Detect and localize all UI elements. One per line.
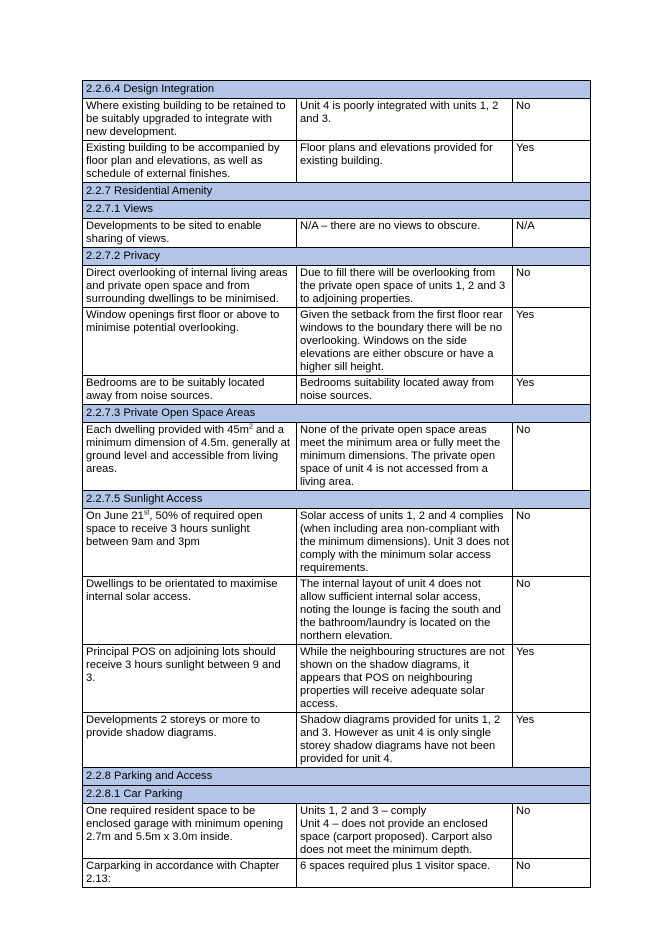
compliance-cell: No [513,577,591,645]
compliance-cell: No [513,266,591,308]
table-row [83,99,591,141]
compliance-cell: Yes [513,645,591,713]
compliance-cell: No [513,804,591,859]
section-heading: 2.2.7 Residential Amenity [83,183,591,201]
assessment-cell: The internal layout of unit 4 does not allow sufficient internal solar access, noting the lounge is facing the south and the bathroom/laundry is located on the northern elevation. [297,577,513,645]
assessment-cell: 6 spaces required plus 1 visitor space. [297,859,513,888]
table-row [83,266,591,308]
assessment-cell: N/A – there are no views to obscure. [297,219,513,248]
section-heading: 2.2.8 Parking and Access [83,768,591,786]
section-heading: 2.2.7.3 Private Open Space Areas [83,405,591,423]
assessment-cell: Floor plans and elevations provided for existing building. [297,141,513,183]
section-header-row [83,405,591,423]
compliance-cell: Yes [513,141,591,183]
requirement-cell: One required resident space to be enclosed garage with minimum opening 2.7m and 5.5m x 3.0m inside. [83,804,297,859]
assessment-cell: Unit 4 is poorly integrated with units 1, 2 and 3. [297,99,513,141]
table-row [83,141,591,183]
requirement-cell: Dwellings to be orientated to maximise internal solar access. [83,577,297,645]
requirement-text: On June 21 [86,510,144,522]
assessment-cell: While the neighbouring structures are not shown on the shadow diagrams, it appears that POS on neighbouring properties will receive adequate solar access. [297,645,513,713]
assessment-cell: Solar access of units 1, 2 and 4 complies (when including area non-compliant with the minimum dimensions). Unit 3 does not comply with the minimum solar access requirements. [297,509,513,577]
compliance-cell: Yes [513,376,591,405]
requirement-cell [83,509,297,577]
section-heading: 2.2.6.4 Design Integration [83,81,591,99]
requirement-cell [83,423,297,491]
compliance-cell: No [513,99,591,141]
section-header-row [83,201,591,219]
section-header-row [83,768,591,786]
table-row [83,423,591,491]
superscript: st [143,509,150,517]
section-header-row [83,183,591,201]
table-row [83,577,591,645]
requirement-cell: Developments to be sited to enable sharing of views. [83,219,297,248]
requirement-text: and a minimum dimension of 4.5m. generally at ground level and accessible from living areas. [86,424,290,475]
compliance-cell: No [513,423,591,491]
table-row [83,859,591,888]
section-heading: 2.2.8.1 Car Parking [83,786,591,804]
requirement-cell: Bedrooms are to be suitably located away from noise sources. [83,376,297,405]
compliance-cell: Yes [513,308,591,376]
requirement-cell: Carparking in accordance with Chapter 2.13: [83,859,297,888]
section-header-row [83,786,591,804]
superscript: 2 [248,423,253,431]
requirement-cell: Developments 2 storeys or more to provide shadow diagrams. [83,713,297,768]
table-body [83,81,591,888]
assessment-cell: Bedrooms suitability located away from noise sources. [297,376,513,405]
requirement-cell: Existing building to be accompanied by floor plan and elevations, as well as schedule of external finishes. [83,141,297,183]
table-row [83,219,591,248]
assessment-cell: Due to fill there will be overlooking from the private open space of units 1, 2 and 3 to adjoining properties. [297,266,513,308]
requirement-text: Each dwelling provided with 45m [86,424,249,436]
requirement-cell: Principal POS on adjoining lots should receive 3 hours sunlight between 9 and 3. [83,645,297,713]
table-row [83,376,591,405]
requirement-cell: Where existing building to be retained to be suitably upgraded to integrate with new development. [83,99,297,141]
section-header-row [83,491,591,509]
requirement-cell: Direct overlooking of internal living areas and private open space and from surrounding dwellings to be minimised. [83,266,297,308]
requirement-text: , 50% of required open space to receive 3 hours sunlight between 9am and 3pm [86,510,263,548]
table-row [83,713,591,768]
compliance-table [82,80,591,888]
table-row [83,645,591,713]
compliance-cell: No [513,859,591,888]
table-row [83,804,591,859]
assessment-cell: Shadow diagrams provided for units 1, 2 and 3. However as unit 4 is only single storey shadow diagrams have not been provided for unit 4. [297,713,513,768]
assessment-cell: None of the private open space areas meet the minimum area or fully meet the minimum dimensions. The private open space of unit 4 is not accessed from a living area. [297,423,513,491]
assessment-cell: Given the setback from the first floor rear windows to the boundary there will be no overlooking. Windows on the side elevations are either obscure or have a higher sill height. [297,308,513,376]
table-row [83,308,591,376]
compliance-cell: Yes [513,713,591,768]
section-heading: 2.2.7.5 Sunlight Access [83,491,591,509]
section-heading: 2.2.7.1 Views [83,201,591,219]
assessment-cell: Units 1, 2 and 3 – comply Unit 4 – does not provide an enclosed space (carport proposed). Carport also does not meet the minimum depth. [297,804,513,859]
section-header-row [83,248,591,266]
section-heading: 2.2.7.2 Privacy [83,248,591,266]
section-header-row [83,81,591,99]
compliance-cell: No [513,509,591,577]
table-row [83,509,591,577]
compliance-cell: N/A [513,219,591,248]
requirement-cell: Window openings first floor or above to minimise potential overlooking. [83,308,297,376]
